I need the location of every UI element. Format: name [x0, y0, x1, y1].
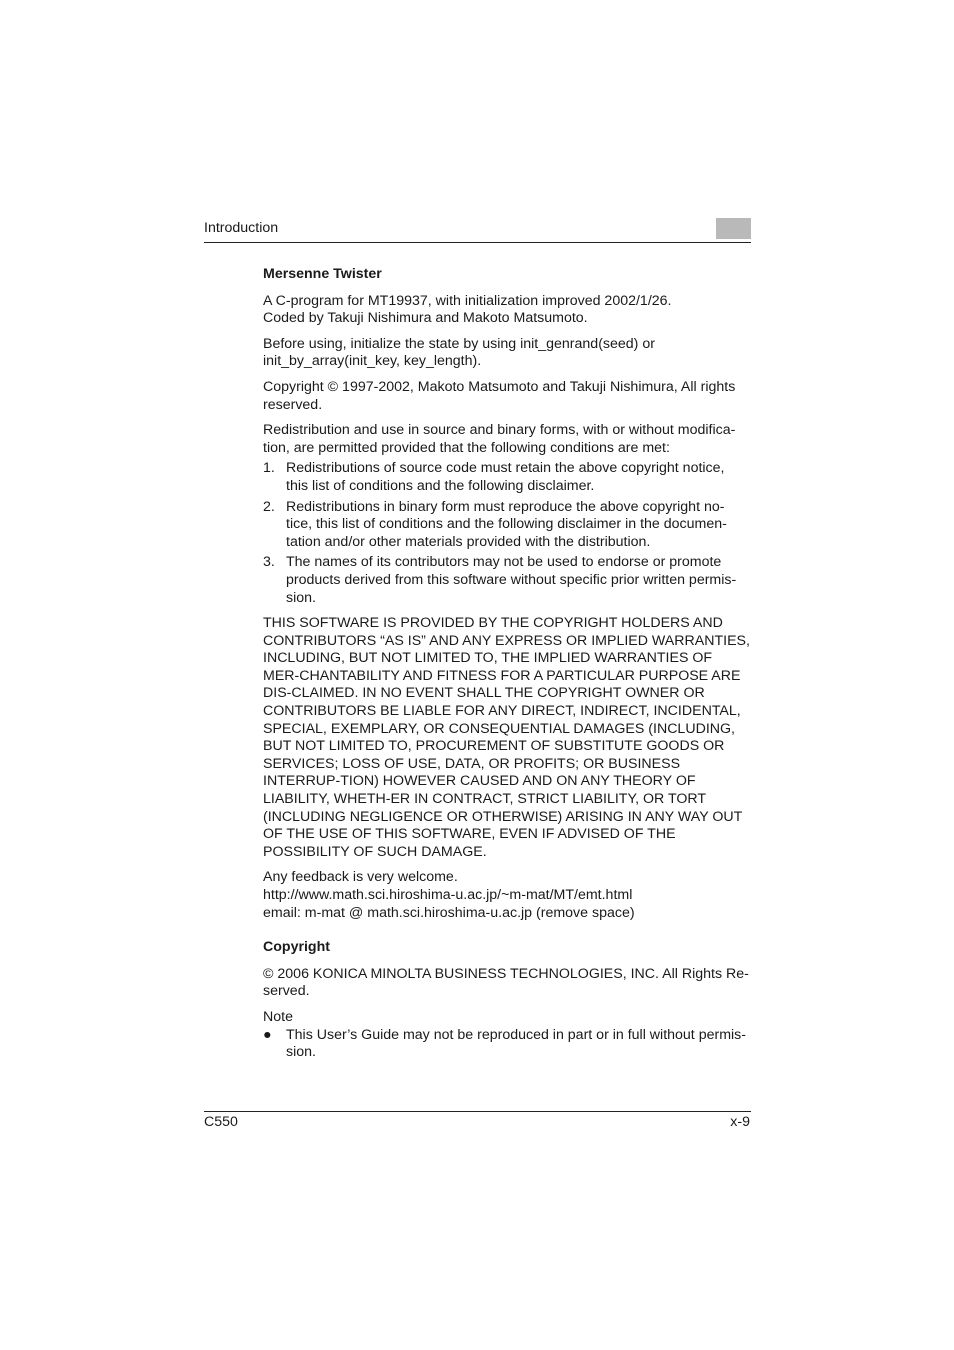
footer-page-number: x-9 — [730, 1114, 750, 1130]
conditions-list — [263, 460, 750, 607]
intro-line-1: A C-program for MT19937, with initialization improved 2002/1/26. — [263, 292, 672, 309]
list-text: Redistributions of source code must retain the above copyright notice, this list of conditions and the following disclaimer. — [286, 460, 725, 494]
note-text: This User’s Guide may not be reproduced in part or in full without permis-sion. — [286, 1026, 746, 1061]
list-number: 3. — [263, 554, 275, 571]
list-text: Redistributions in binary form must reproduce the above copyright no-tice, this list of conditions and the following disclaimer in the documen-tation and/or other materials provided with the distribution. — [286, 498, 727, 550]
intro-line-2: Coded by Takuji Nishimura and Makoto Matsumoto. — [263, 310, 588, 327]
notes-list — [263, 1027, 750, 1062]
running-header: Introduction — [204, 220, 279, 236]
footer-rule — [204, 1111, 751, 1112]
list-item — [263, 554, 750, 607]
list-number: 2. — [263, 498, 275, 515]
header-rule — [204, 242, 751, 243]
page-body — [263, 266, 750, 1062]
list-item — [263, 460, 750, 495]
header-tab-marker — [716, 218, 751, 239]
redistribution-paragraph: Redistribution and use in source and binary forms, with or without modifica-tion, are permitted provided that the following conditions are met: — [263, 422, 736, 456]
list-number: 1. — [263, 460, 275, 477]
feedback-line: Any feedback is very welcome. — [263, 869, 458, 886]
bullet-icon: ● — [263, 1026, 272, 1043]
copyright-heading: Copyright — [263, 939, 330, 956]
feedback-url: http://www.math.sci.hiroshima-u.ac.jp/~m-mat/MT/emt.html — [263, 887, 633, 903]
footer-model: C550 — [204, 1114, 238, 1130]
mersenne-heading: Mersenne Twister — [263, 266, 382, 282]
konica-copyright-paragraph: © 2006 KONICA MINOLTA BUSINESS TECHNOLOGIES, INC. All Rights Re-served. — [263, 965, 749, 1000]
list-item — [263, 499, 750, 552]
disclaimer-paragraph: THIS SOFTWARE IS PROVIDED BY THE COPYRIGHT HOLDERS AND CONTRIBUTORS “AS IS” AND ANY EXPRESS OR IMPLIED WARRANTIES, INCLUDING, BUT NOT LIMITED TO, THE IMPLIED WARRANTIES OF MER-CHANTABILITY AND FITNESS FOR A PARTICULAR PURPOSE ARE DIS-CLAIMED. IN NO EVENT SHALL THE COPYRIGHT OWNER OR CONTRIBUTORS BE LIABLE FOR ANY DIRECT, INDIRECT, INCIDENTAL, SPECIAL, EXEMPLARY, OR CONSEQUENTIAL DAMAGES (INCLUDING, BUT NOT LIMITED TO, PROCUREMENT OF SUBSTITUTE GOODS OR SERVICES; LOSS OF USE, DATA, OR PROFITS; OR BUSINESS INTERRUP-TION) HOWEVER CAUSED AND ON ANY THEORY OF LIABILITY, WHETH-ER IN CONTRACT, STRICT LIABILITY, OR TORT (INCLUDING NEGLIGENCE OR OTHERWISE) ARISING IN ANY WAY OUT OF THE USE OF THIS SOFTWARE, EVEN IF ADVISED OF THE POSSIBILITY OF SUCH DAMAGE. — [263, 615, 750, 860]
list-item — [263, 1027, 750, 1062]
list-text: The names of its contributors may not be used to endorse or promote products derived from this software without specific prior written permis-sion. — [286, 554, 737, 606]
feedback-email: email: m-mat @ math.sci.hiroshima-u.ac.jp (remove space) — [263, 904, 635, 921]
note-label: Note — [263, 1008, 293, 1025]
before-using-paragraph: Before using, initialize the state by using init_genrand(seed) or init_by_array(init_key, key_length). — [263, 335, 655, 370]
mt-copyright-paragraph: Copyright © 1997-2002, Makoto Matsumoto and Takuji Nishimura, All rights reserved. — [263, 378, 736, 413]
